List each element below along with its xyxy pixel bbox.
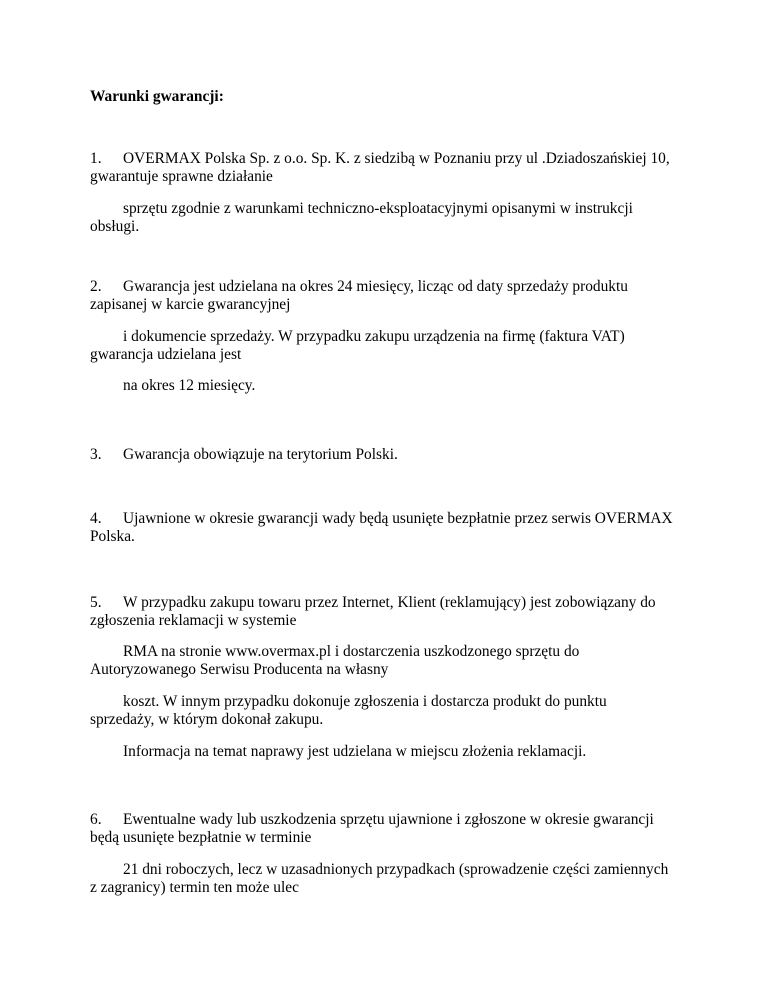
paragraph-number: 1. <box>90 150 102 167</box>
paragraph-number: 4. <box>90 510 102 527</box>
paragraph-line: z zagranicy) termin ten może ulec <box>90 879 299 896</box>
paragraph-line: gwarantuje sprawne działanie <box>90 168 273 185</box>
paragraph-number: 5. <box>90 594 102 611</box>
paragraph-1-continued <box>90 200 690 236</box>
paragraph-line: 21 dni roboczych, lecz w uzasadnionych przypadkach (sprowadzenie części zamiennych <box>123 861 669 878</box>
paragraph-line: sprzętu zgodnie z warunkami techniczno-eksploatacyjnymi opisanymi w instrukcji <box>123 200 633 217</box>
paragraph-number: 6. <box>90 811 102 828</box>
paragraph-line: Ujawnione w okresie gwarancji wady będą usunięte bezpłatnie przez serwis OVERMAX <box>123 510 673 527</box>
paragraph-line: sprzedaży, w którym dokonał zakupu. <box>90 711 324 728</box>
paragraph-2-continued <box>90 328 690 364</box>
paragraph-line: W przypadku zakupu towaru przez Internet, Klient (reklamujący) jest zobowiązany do <box>123 594 656 611</box>
paragraph-line: Polska. <box>90 528 135 545</box>
document-title: Warunki gwarancji: <box>90 88 224 105</box>
paragraph-line: Gwarancja jest udzielana na okres 24 miesięcy, licząc od daty sprzedaży produktu <box>123 278 628 295</box>
paragraph-line: koszt. W innym przypadku dokonuje zgłoszenia i dostarcza produkt do punktu <box>123 693 607 710</box>
paragraph-line: Autoryzowanego Serwisu Producenta na własny <box>90 661 389 678</box>
paragraph-line: gwarancja udzielana jest <box>90 346 242 363</box>
paragraph-5-continued <box>90 643 690 679</box>
paragraph-line: zgłoszenia reklamacji w systemie <box>90 612 297 629</box>
paragraph-5-continued-2 <box>90 693 690 729</box>
paragraph-line: Informacja na temat naprawy jest udzielana w miejscu złożenia reklamacji. <box>123 743 587 760</box>
paragraph-line: na okres 12 miesięcy. <box>123 377 256 394</box>
paragraph-line: Ewentualne wady lub uszkodzenia sprzętu ujawnione i zgłoszone w okresie gwarancji <box>123 811 654 828</box>
paragraph-line: i dokumencie sprzedaży. W przypadku zakupu urządzenia na firmę (faktura VAT) <box>123 328 625 345</box>
paragraph-line: zapisanej w karcie gwarancyjnej <box>90 296 291 313</box>
paragraph-6-continued <box>90 861 690 897</box>
paragraph-4 <box>90 510 690 546</box>
paragraph-line: RMA na stronie www.overmax.pl i dostarczenia uszkodzonego sprzętu do <box>123 643 580 660</box>
paragraph-2 <box>90 278 690 314</box>
paragraph-line: będą usunięte bezpłatnie w terminie <box>90 829 312 846</box>
paragraph-2-continued-2 <box>90 377 690 395</box>
paragraph-5-continued-3 <box>90 743 690 761</box>
paragraph-line: obsługi. <box>90 218 140 235</box>
paragraph-number: 3. <box>90 446 102 463</box>
paragraph-1 <box>90 150 690 186</box>
paragraph-line: OVERMAX Polska Sp. z o.o. Sp. K. z siedzibą w Poznaniu przy ul .Dziadoszańskiej 10, <box>123 150 670 167</box>
paragraph-5 <box>90 594 690 630</box>
paragraph-6 <box>90 811 690 847</box>
paragraph-line: Gwarancja obowiązuje na terytorium Polski. <box>123 446 398 463</box>
paragraph-3 <box>90 446 690 464</box>
paragraph-number: 2. <box>90 278 102 295</box>
